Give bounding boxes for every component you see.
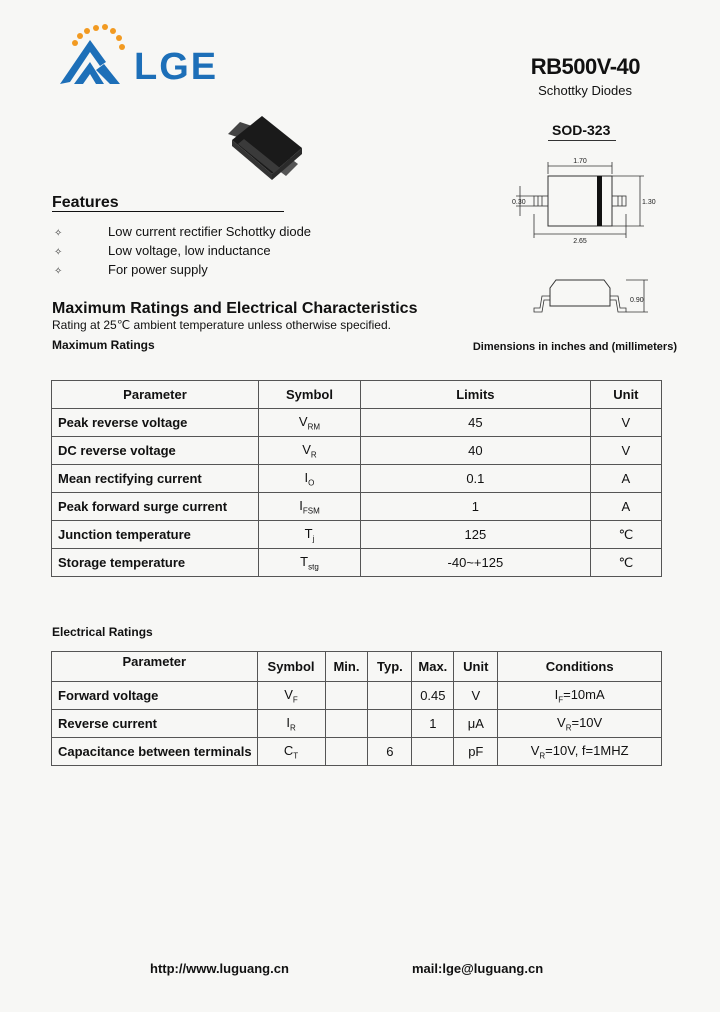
footer-website-link[interactable]: http://www.luguang.cn [150, 961, 289, 976]
symbol-cell: $I_R$ [257, 710, 325, 738]
unit-cell: pF [454, 738, 498, 766]
electrical-heading: Electrical Ratings [52, 625, 153, 639]
package-underline [548, 140, 616, 141]
table-header-row [52, 652, 662, 682]
max-cell [412, 738, 454, 766]
dim-top-label: 1.70 [573, 158, 587, 165]
unit-cell: ℃ [590, 549, 661, 577]
symbol-cell: $C_T$ [257, 738, 325, 766]
brand-name: LGE [134, 46, 219, 88]
symbol-cell: $V_R$ [258, 437, 360, 465]
dimensions-caption: Dimensions in inches and (millimeters) [472, 341, 677, 353]
chip-package-image [218, 112, 304, 186]
symbol-cell: $V_F$ [257, 682, 325, 710]
table-row [52, 493, 662, 521]
table-row [52, 437, 662, 465]
min-cell [325, 710, 368, 738]
package-dimension-drawing [508, 156, 668, 321]
part-number: RB500V-40 [530, 54, 640, 79]
diamond-bullet-icon: ✧ [54, 247, 63, 258]
dim-right-label: 1.30 [642, 199, 656, 206]
col-header: Min. [325, 652, 368, 682]
col-header: Limits [361, 381, 591, 409]
min-cell [325, 738, 368, 766]
col-header: Symbol [257, 652, 325, 682]
symbol-cell: $T_{stg}$ [258, 549, 360, 577]
table-row [52, 682, 662, 710]
unit-cell: μA [454, 710, 498, 738]
param-cell: Peak reverse voltage [52, 409, 259, 437]
unit-cell: V [590, 437, 661, 465]
conditions-cell: $V_R=10V$ [498, 710, 662, 738]
diamond-bullet-icon: ✧ [54, 228, 63, 239]
symbol-cell: $T_j$ [258, 521, 360, 549]
param-cell: Mean rectifying current [52, 465, 259, 493]
param-cell: Junction temperature [52, 521, 259, 549]
limit-cell: 1 [361, 493, 591, 521]
max-ratings-table [51, 380, 662, 577]
limit-cell: 40 [361, 437, 591, 465]
col-header: Max. [412, 652, 454, 682]
table-row [52, 465, 662, 493]
table-row [52, 521, 662, 549]
dim-side-label: 0.90 [630, 297, 644, 304]
col-header: Unit [454, 652, 498, 682]
col-header: Parameter [52, 381, 259, 409]
min-cell [325, 682, 368, 710]
part-description: Schottky Diodes [538, 83, 632, 98]
unit-cell: ℃ [590, 521, 661, 549]
limit-cell: 125 [361, 521, 591, 549]
features-underline [52, 211, 284, 212]
col-header: Parameter [52, 652, 258, 682]
table-row [52, 738, 662, 766]
max-cell: 1 [412, 710, 454, 738]
features-heading: Features [52, 194, 119, 211]
param-cell: DC reverse voltage [52, 437, 259, 465]
dim-bottom-label: 2.65 [573, 238, 587, 245]
symbol-cell: $V_{RM}$ [258, 409, 360, 437]
conditions-cell: $V_R=10V$, f=1MHZ [498, 738, 662, 766]
table-header-row [52, 381, 662, 409]
dim-left-label: 0.30 [512, 199, 526, 206]
typ-cell [368, 682, 412, 710]
symbol-cell: $I_O$ [258, 465, 360, 493]
limit-cell: -40~+125 [361, 549, 591, 577]
feature-item: ✧ Low current rectifier Schottky diode [54, 224, 312, 239]
max-cell: 0.45 [412, 682, 454, 710]
feature-item: ✧ For power supply [54, 262, 208, 277]
limit-cell: 45 [361, 409, 591, 437]
col-header: Conditions [498, 652, 662, 682]
electrical-ratings-table [51, 651, 662, 766]
col-header: Symbol [258, 381, 360, 409]
diamond-bullet-icon: ✧ [54, 266, 63, 277]
unit-cell: V [454, 682, 498, 710]
footer-mail-link[interactable]: mail:lge@luguang.cn [412, 961, 544, 976]
table-row [52, 549, 662, 577]
param-cell: Peak forward surge current [52, 493, 259, 521]
ratings-heading: Maximum Ratings and Electrical Characteristics [52, 300, 418, 317]
lge-logo-icon [56, 18, 126, 88]
param-cell: Capacitance between terminals [52, 738, 258, 766]
limit-cell: 0.1 [361, 465, 591, 493]
table-row [52, 710, 662, 738]
typ-cell: 6 [368, 738, 412, 766]
param-cell: Reverse current [52, 710, 258, 738]
conditions-cell: $I_F=10mA$ [498, 682, 662, 710]
param-cell: Storage temperature [52, 549, 259, 577]
max-ratings-subheading: Maximum Ratings [52, 338, 155, 352]
typ-cell [368, 710, 412, 738]
col-header: Typ. [368, 652, 412, 682]
unit-cell: A [590, 465, 661, 493]
unit-cell: A [590, 493, 661, 521]
symbol-cell: $I_{FSM}$ [258, 493, 360, 521]
param-cell: Forward voltage [52, 682, 258, 710]
col-header: Unit [590, 381, 661, 409]
ratings-note: Rating at 25℃ ambient temperature unless otherwise specified. [52, 318, 391, 332]
feature-item: ✧ Low voltage, low inductance [54, 243, 271, 258]
table-row [52, 409, 662, 437]
package-name: SOD-323 [552, 122, 611, 138]
unit-cell: V [590, 409, 661, 437]
